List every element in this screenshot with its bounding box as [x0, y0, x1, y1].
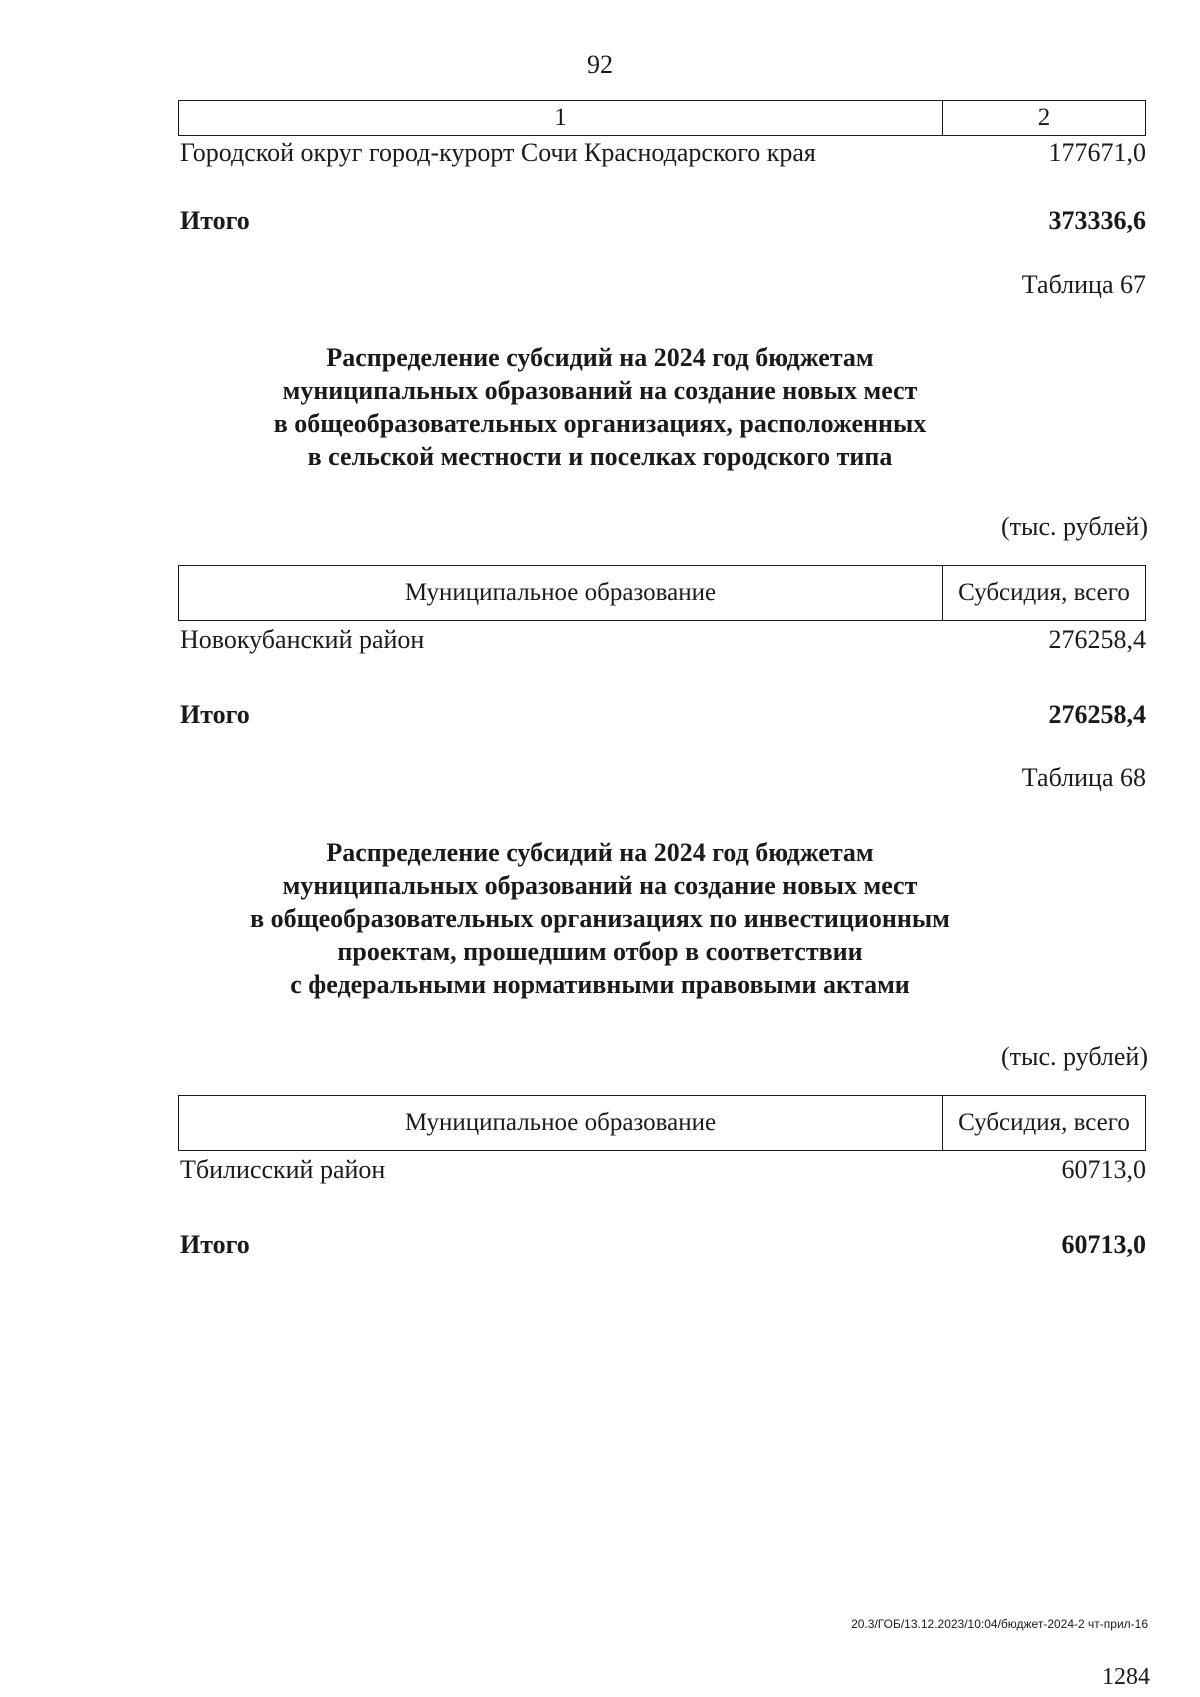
table-67-label: Таблица 67 [1021, 270, 1146, 299]
title-line: в общеобразовательных организациях по инвестиционным [250, 904, 950, 933]
table-68-label: Таблица 68 [1021, 763, 1146, 792]
total-value: 373336,6 [1048, 206, 1146, 235]
total-label: Итого [180, 700, 250, 729]
row-name: Городской округ город-курорт Сочи Краснодарского края [180, 138, 816, 167]
row-name: Тбилисский район [180, 1155, 386, 1184]
total-label: Итого [180, 1230, 250, 1259]
total-value: 60713,0 [1061, 1230, 1146, 1259]
title-line: проектам, прошедшим отбор в соответствии [337, 937, 863, 966]
column-header-municipality: Муниципальное образование [179, 566, 943, 620]
title-line: в сельской местности и поселках городского типа [307, 442, 893, 471]
page-number: 92 [587, 50, 613, 79]
title-line: муниципальных образований на создание новых мест [282, 376, 918, 405]
title-line: Распределение субсидий на 2024 год бюджетам [326, 343, 874, 372]
table-68-title [0, 836, 1200, 1001]
row-name: Новокубанский район [180, 625, 425, 654]
row-value: 177671,0 [1048, 138, 1146, 167]
table-67-units: (тыс. рублей) [1000, 512, 1148, 541]
continuation-table-header [178, 100, 1146, 136]
column-header-1: 1 [179, 101, 943, 135]
table-68-units: (тыс. рублей) [1000, 1042, 1148, 1071]
table-row [180, 1155, 1146, 1185]
footer-document-code: 20.3/ГОБ/13.12.2023/10:04/бюджет-2024-2 чт-прил-16 [851, 1617, 1148, 1631]
table-67-header [178, 565, 1146, 621]
column-header-subsidy: Субсидия, всего [958, 579, 1130, 606]
footer-page-number: 1284 [1102, 1664, 1150, 1690]
row-value: 60713,0 [1061, 1155, 1146, 1184]
table-67-title [0, 341, 1200, 473]
table-68-header [178, 1095, 1146, 1151]
total-value: 276258,4 [1048, 700, 1146, 729]
title-line: в общеобразовательных организациях, расположенных [273, 409, 927, 438]
table-row [180, 138, 1146, 168]
total-label: Итого [180, 206, 250, 235]
total-row [180, 700, 1146, 730]
title-line: с федеральными нормативными правовыми актами [290, 970, 910, 999]
title-line: Распределение субсидий на 2024 год бюджетам [326, 838, 874, 867]
column-header-subsidy: Субсидия, всего [958, 1109, 1130, 1136]
column-header-2: 2 [1037, 104, 1051, 131]
total-row [180, 1230, 1146, 1260]
table-row [180, 625, 1146, 655]
total-row [180, 206, 1146, 236]
row-value: 276258,4 [1048, 625, 1146, 654]
title-line: муниципальных образований на создание новых мест [282, 871, 918, 900]
column-header-municipality: Муниципальное образование [179, 1096, 943, 1150]
